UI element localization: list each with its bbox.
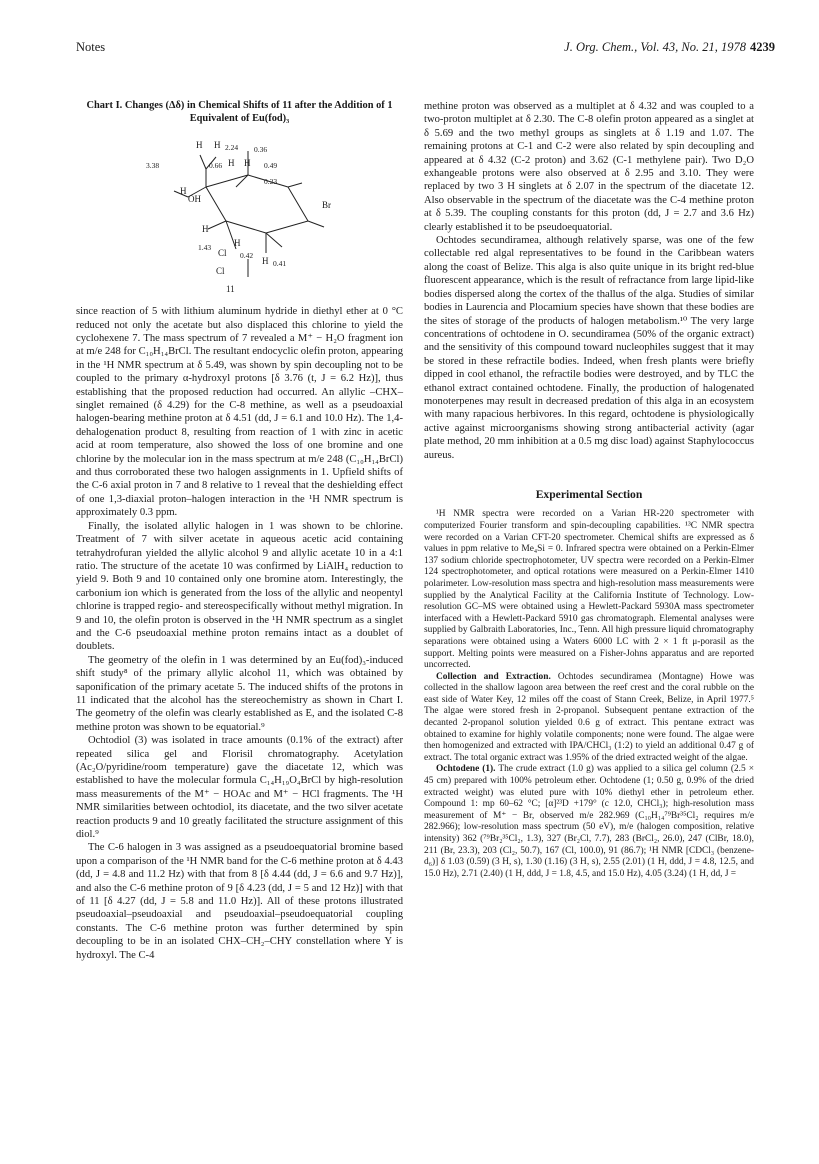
label-shift-041: 0.41	[273, 259, 287, 269]
page-header-right	[564, 40, 775, 55]
experimental-heading: Experimental Section	[535, 487, 643, 501]
journal-citation: J. Org. Chem., Vol. 43, No. 21, 1978	[564, 40, 746, 54]
label-h-top1: H	[196, 140, 203, 151]
chart-title: Chart I. Changes (Δδ) in Chemical Shifts of 11 after the Addition of 1 Equivalent of Eu(fod)₃	[86, 100, 393, 124]
label-shift-049: 0.49	[264, 161, 278, 171]
label-h-mid2: H	[244, 158, 251, 169]
label-br: Br	[322, 200, 331, 211]
left-paragraph-3: The geometry of the olefin in 1 was determined by an Eu(fod)₃-induced shift study⁸ of the primary allylic alcohol 11, which was obtained by saponification of the primary acetate 5. The induced shifts of the protons in 11 indicated that the alcohol has the stereochemistry as shown in Chart I. The geometry of the olefin was clearly established as E, and the isolated C-8 methine proton was shown to be equatorial.⁹	[76, 654, 403, 733]
page-number: 4239	[750, 40, 775, 54]
left-paragraph-1: since reaction of 5 with lithium aluminum hydride in diethyl ether at 0 °C reduced not only the acetate but also displaced this chlorine to yield the cyclohexene 7. The mass spectrum of 7 revealed a M⁺ − H₂O fragment ion at m/e 248 for C₁₀H₁₄BrCl. The resultant endocyclic olefin proton, appearing in the ¹H NMR spectrum at δ 5.49, was shown by spin decoupling not to be coupled to the primary α-hydroxyl protons [δ 3.76 (t, J = 6.2 Hz)], thus establishing that the proposed reduction had occurred. An allylic –CHX– singlet remained (δ 4.29) for the C-8 methine, as well as a pseudoaxial halogen-bearing methine proton at δ 4.51 (dd, J = 6.1 and 10.0 Hz). The 1,4-dehalogenation product 8, resulting from reaction of 1 with zinc in acetic acid at room temperature, also showed the loss of one bromine and one chlorine by the molecular ion in the mass spectrum at m/e 248 (C₁₀H₁₄BrCl) and thus corroborated these two halogen assignments in 1. Upfield shifts of the C-6 axial proton in 7 and 8 relative to 1 reveal that the deshielding effect of one 1,3-diaxial proton–halogen interaction in the ¹H NMR spectrum is approximately 0.3 ppm.	[76, 306, 403, 519]
compound-number: 11	[226, 284, 235, 295]
label-cl-1: Cl	[218, 248, 227, 259]
collection-text: Ochtodes secundiramea (Montagne) Howe was collected in the shallow lagoon area between the reef crest and the coral rubble on the east side of Water Key, 12 miles off the coast of Stann Creek, Belize, in April 1977.⁵ The algae were stored fresh in 2-propanol. Subsequent pentane extraction of the decanted 2-propanol solution yielded 0.6 g of extract. This pentane extract was obtained to examine for highly volatile components; none were found. The algae were then homogenized and extracted with IPA/CHCl₃ (1:2) to yield an additional 0.47 g of extract. The total organic extract was 1.95% of the dried extracted weight of the algae.	[424, 671, 755, 763]
label-shift-066: 0.66	[209, 161, 223, 171]
label-shift-338: 3.38	[146, 161, 160, 171]
experimental-paragraph-2	[424, 672, 754, 765]
label-shift-042: 0.42	[240, 251, 254, 261]
label-oh: OH	[188, 194, 201, 205]
ochtodene-heading: Ochtodene (1).	[436, 764, 496, 775]
ochtodene-text: The crude extract (1.0 g) was applied to a silica gel column (2.5 × 45 cm) prepared with 100% petroleum ether. Ochtodene (1; 0.50 g, 0.9% of the dried extracted weight) was eluted pure with 10% diethyl ether in petroleum ether. Compound 1: mp 60–62 °C; [α]²³D +179° (c 12.0, CHCl₃); high-resolution mass measurement of M⁺ − Br, observed m/e 282.969 (C₁₀H₁₄⁷⁹Br³⁵Cl₂ requires m/e 282.966); low-resolution mass spectrum (50 eV), m/e (halogen composition, relative intensity) 362 (⁷⁹Br₂³⁵Cl₂, 1.3), 327 (Br₂Cl, 7.7), 283 (BrCl₂, 26.0), 247 (ClBr, 18.0), 211 (Br, 23.3), 203 (Cl₂, 50.7), 167 (Cl, 100.0), 91 (86.7); ¹H NMR [CDCl₃ (benzene-d₆)] δ 1.03 (0.59) (3 H, s), 1.30 (1.16) (3 H, s), 2.55 (2.01) (1 H, ddd, J = 4.8, 12.5, and 15.0 Hz), 2.71 (2.40) (1 H, ddd, J = 1.8, 4.5, and 15.0 Hz), 4.05 (3.24) (1 H, dd, J =	[424, 764, 754, 879]
collection-heading: Collection and Extraction.	[436, 671, 551, 682]
label-shift-143: 1.43	[198, 243, 212, 253]
right-paragraph-2: Ochtodes secundiramea, although relatively sparse, was one of the few collectable red algal representatives to be found in the Caribbean waters along the coast of Belize. This alga is also quite unique in its bright red-blue fluorescent appearance, which is the result of refractance from large lipid-like bodies dispersed along the cortex of the thallus of the alga. Studies of similar bodies in Laurencia and Plocamium species have shown that these bodies are the sites of storage of the products of halogen metabolism.¹⁰ The very large concentrations of ochtodene in O. secundiramea (50% of the organic extract) and the sensitivity of this compound toward nucleophiles suggest that it may be stored in these refractile bodies. Indeed, when fresh plants were briefly dipped in cool ethanol, the refractile bodies were destroyed, and by TLC the ethanol extract contained ochtodene. Finally, the production of halogenated monoterpenes may result in decreased predation of this alga in an ecosystem with many rapacious herbivores. In this regard, ochtodene is physiologically active against microorganisms showing strong antibacterial activity (agar plate method, 20 mm inhibition at a 0.5 mg disc load) against Staphylococcus aureus.	[424, 235, 754, 461]
label-h-c: H	[234, 238, 241, 249]
left-column	[76, 100, 403, 962]
label-h-top2: H	[214, 140, 221, 151]
left-paragraph-2: Finally, the isolated allylic halogen in 1 was shown to be chlorine. Treatment of 7 with silver acetate in aqueous acetic acid containing tetrahydrofuran yielded the allylic alcohol 9 and allylic acetate 10 in a 4:1 ratio. The structure of the acetate 10 was confirmed by LiAlH₄ reduction to yield 9. Both 9 and 10 contained only one bromine atom. Interestingly, the carbonium ion which is generated from the loss of the allylic and neopentyl chlorine is trapped regio- and stereospecifically without methyl migration. In 9 and 10, the olefin proton is observed in the ¹H NMR spectrum as a singlet and the C-6 pseudoaxial methine proton remains intact as a doublet of doublets.	[76, 520, 403, 653]
label-shift-224: 2.24	[225, 143, 239, 153]
page-header-left: Notes	[76, 40, 106, 54]
experimental-paragraph-1: ¹H NMR spectra were recorded on a Varian HR-220 spectrometer with computerized Fourier transform and spin-decoupling capabilities. ¹³C NMR spectra were recorded on a Varian CFT-20 spectrometer. Chemical shifts are expressed as δ values in ppm relative to Me₄Si = 0. Infrared spectra were obtained on a Perkin-Elmer 137 sodium chloride spectrophotometer, UV spectra were recorded on a Perkin-Elmer 124 spectrophotometer, and optical rotations were measured on a Perkin-Elmer 1410 polarimeter. Low-resolution mass spectra and high-resolution mass measurements were supplied by the Analytical Facility at the California Institute of Technology. Low-resolution GC–MS were obtained using a Hewlett-Packard 5930A mass spectrometer interfaced with a Hewlett-Packard 5910 gas chromatograph. Elemental analyses were supplied by Galbraith Laboratories, Inc., Tenn. All high pressure liquid chromatography separations were obtained using a Waters 6000 LC with 2 × 1 ft μ-porasil as the support. Melting points were measured on a Fisher-Johns apparatus and are reported uncorrected.	[424, 509, 754, 671]
label-shift-036: 0.36	[254, 145, 268, 155]
label-shift-023: 0.23	[264, 177, 278, 187]
right-paragraph-1: methine proton was observed as a multiplet at δ 4.32 and was coupled to a two-proton multiplet at δ 2.30. The C-8 olefin proton appeared as a singlet at δ 5.69 and the two methyl groups as singlets at δ 1.19 and 1.07. The remaining protons at C-1 and C-2 were also related by spin decoupling and appeared at δ 4.32 (C-2 proton) and 3.62 (C-1 methylene pair). Two D₂O exhangeable protons were also observed at δ 2.95 and 3.10. They were replaced by two 3 H singlets at δ 2.07 in the spectrum of the diacetate 12. Also observable in the spectrum of the diacetate was the C-4 methine proton at δ 5.39. The coupling constants for this proton (dd, J = 2.7 and 3.6 Hz) clearly established it to be pseudoequatorial.	[424, 101, 754, 233]
chemical-structure-11	[76, 129, 403, 299]
label-h-oh: H	[180, 186, 187, 197]
left-paragraph-4: Ochtodiol (3) was isolated in trace amounts (0.1% of the extract) after repeated silica gel and Florisil chromatography. Acetylation (Ac₂O/pyridine/room temperature) gave the diacetate 12, which was established to have the molecular formula C₁₄H₁₉O₄BrCl by high-resolution mass measurements of the M⁺ − HOAc and M⁺ − HCl fragments. The ¹H NMR similarities between ochtodiol, its diacetate, and the two silver acetate reaction products 9 and 10 greatly facilitated the structure assignment of this diol.⁹	[76, 735, 403, 841]
label-cl-2: Cl	[216, 266, 225, 277]
label-h-bot: H	[262, 256, 269, 267]
right-column	[424, 100, 754, 880]
label-h-low: H	[202, 224, 209, 235]
label-h-mid1: H	[228, 158, 235, 169]
structure-drawing	[76, 129, 403, 299]
experimental-paragraph-3	[424, 764, 754, 880]
left-paragraph-5: The C-6 halogen in 3 was assigned as a pseudoequatorial bromine based upon a comparison of the ¹H NMR band for the C-6 methine proton at δ 4.43 (dd, J = 4.8 and 11.2 Hz) with that from 8 [δ 4.44 (dd, J = 6.6 and 9.7 Hz)], and also the C-6 methine proton of 9 [δ 4.23 (dd, J = 5 and 12 Hz)] with that of 11 [δ 4.27 (dd, J = 5.8 and 11.0 Hz)]. All of these protons illustrated pseudoaxial–pseudoaxial and pseudoaxial–pseudoequatorial coupling constants. The C-6 methine proton was further determined by spin decoupling to be in an isolated CHX–CH₂–CHY constellation where Y is hydroxyl. The C-4	[76, 842, 403, 961]
